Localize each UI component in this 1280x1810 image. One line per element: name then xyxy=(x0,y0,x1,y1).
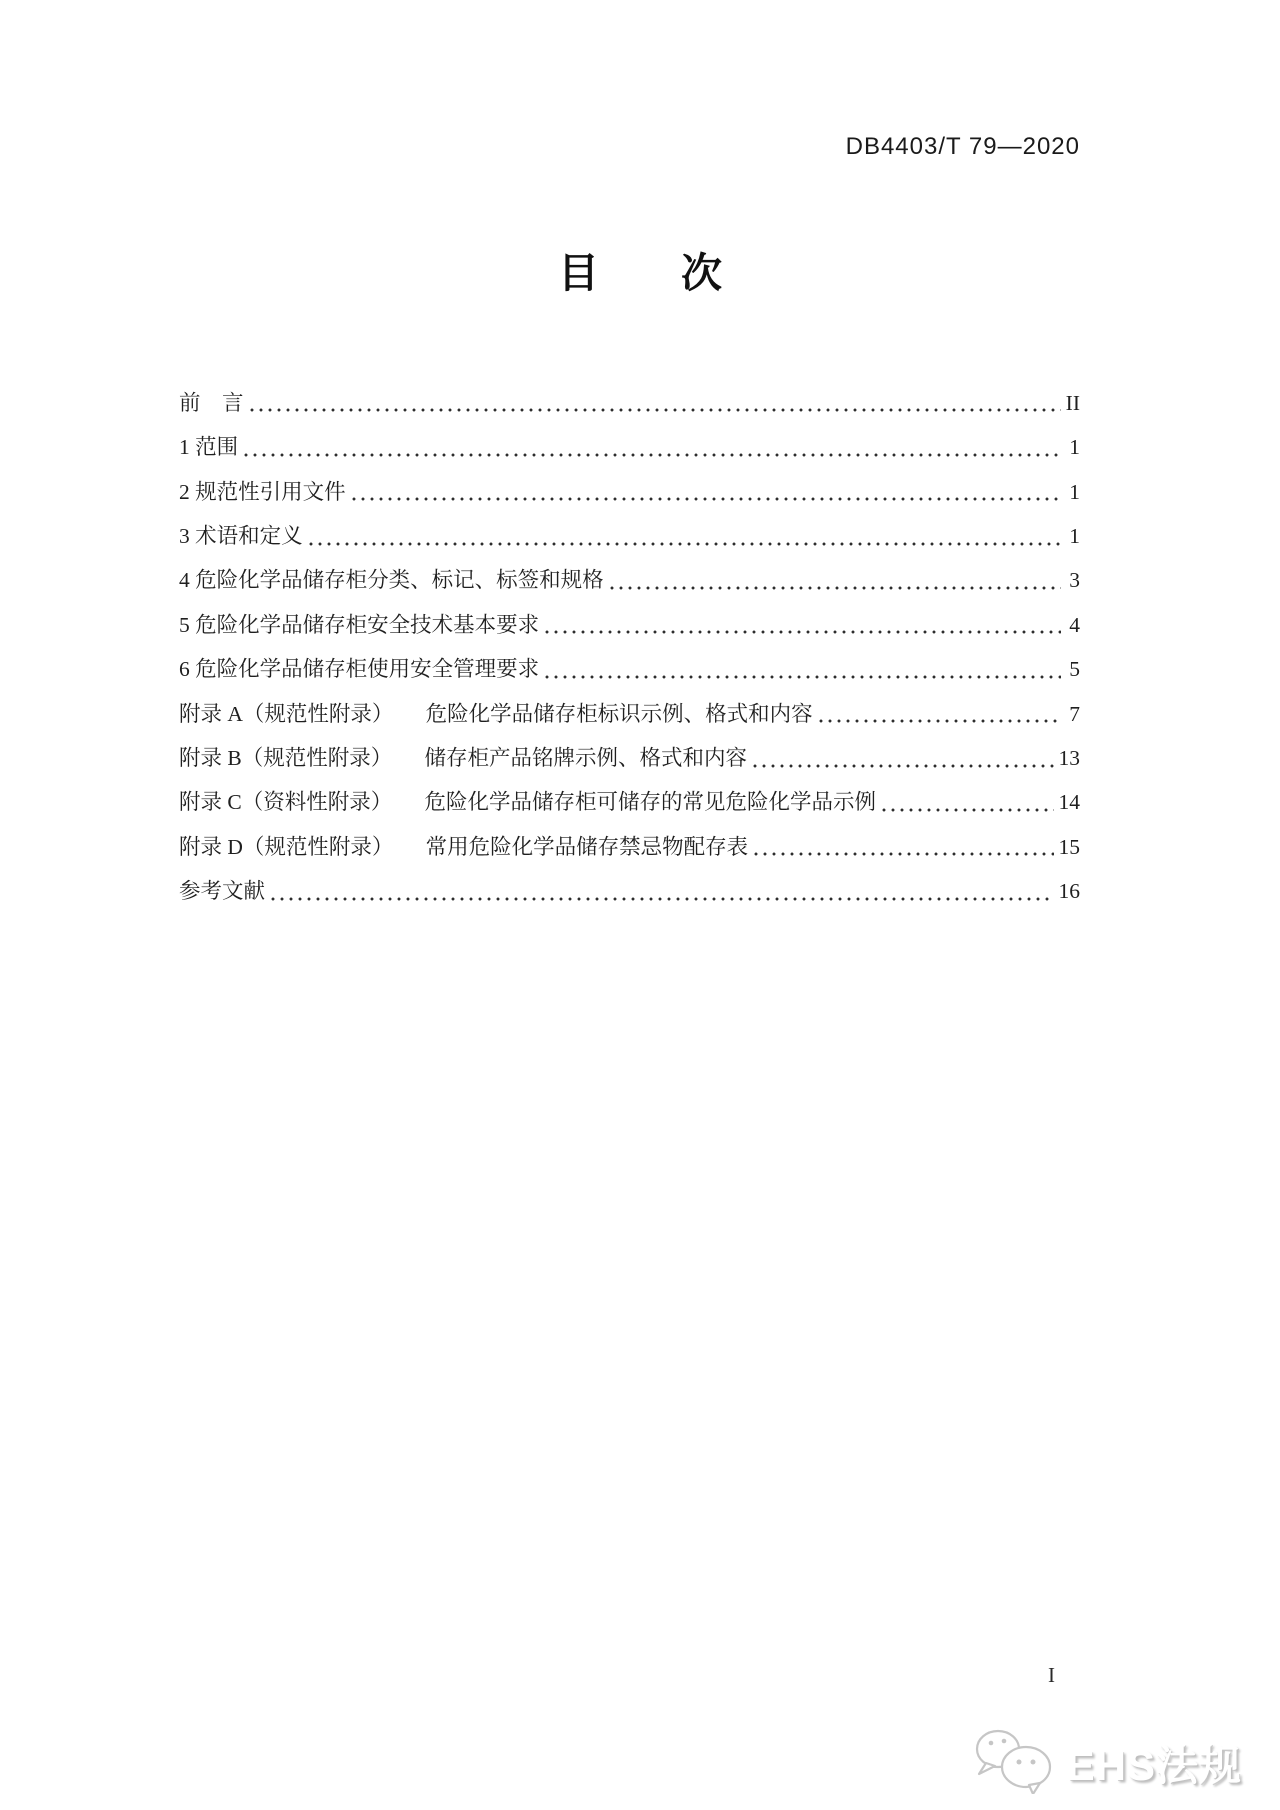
dotted-leader xyxy=(243,452,1061,458)
dotted-leader xyxy=(308,541,1061,547)
watermark-logo xyxy=(973,1726,1242,1799)
toc-entry-label: 6 危险化学品储存柜使用安全管理要求 xyxy=(179,657,540,682)
dotted-leader xyxy=(818,718,1061,724)
toc-entry-page-number: 13 xyxy=(1058,746,1080,771)
toc-entry[interactable] xyxy=(179,869,1080,913)
dotted-leader xyxy=(753,851,1053,857)
toc-entry-page-number: 1 xyxy=(1069,435,1080,460)
toc-entry[interactable] xyxy=(179,825,1080,869)
toc-entry[interactable] xyxy=(179,692,1080,736)
page-title: 目 次 xyxy=(558,250,722,296)
wechat-icon xyxy=(973,1726,1055,1799)
dotted-leader xyxy=(544,629,1061,635)
toc-entry[interactable] xyxy=(179,781,1080,825)
toc-entry-page-number: 5 xyxy=(1069,657,1080,682)
toc-entry-page-number: 4 xyxy=(1069,612,1080,637)
toc-entry[interactable] xyxy=(179,470,1080,514)
toc-entry-page-number: 7 xyxy=(1069,701,1080,726)
toc-entry-label: 附录 A（规范性附录） 危险化学品储存柜标识示例、格式和内容 xyxy=(179,701,813,726)
watermark-brand-text: EHS法规 xyxy=(1066,1741,1242,1789)
toc-entry-label: 附录 C（资料性附录） 危险化学品储存柜可储存的常见危险化学品示例 xyxy=(179,790,876,815)
toc-entry-label: 附录 D（规范性附录） 常用危险化学品储存禁忌物配存表 xyxy=(179,834,749,859)
dotted-leader xyxy=(270,896,1053,902)
toc-entry[interactable] xyxy=(179,603,1080,647)
toc-entry-page-number: 1 xyxy=(1069,479,1080,504)
dotted-leader xyxy=(609,585,1061,591)
toc-entry[interactable] xyxy=(179,514,1080,558)
dotted-leader xyxy=(249,407,1061,413)
dotted-leader xyxy=(351,496,1061,502)
toc-entry-page-number: 14 xyxy=(1058,790,1080,815)
toc-entry-label: 参考文献 xyxy=(179,879,266,904)
footer-page-number: I xyxy=(1048,1663,1055,1687)
dotted-leader xyxy=(544,674,1061,680)
toc-entry-label: 3 术语和定义 xyxy=(179,524,303,549)
toc-entry-label: 2 规范性引用文件 xyxy=(179,479,346,504)
toc-entry-label: 4 危险化学品储存柜分类、标记、标签和规格 xyxy=(179,568,604,593)
dotted-leader xyxy=(881,807,1054,813)
doc-number: DB4403/T 79—2020 xyxy=(845,133,1080,160)
toc-entry[interactable] xyxy=(179,381,1080,425)
toc-entry-label: 附录 B（规范性附录） 储存柜产品铭牌示例、格式和内容 xyxy=(179,746,747,771)
toc-entry-page-number: 3 xyxy=(1069,568,1080,593)
toc-entry[interactable] xyxy=(179,425,1080,469)
toc-entry[interactable] xyxy=(179,647,1080,691)
dotted-leader xyxy=(752,763,1054,769)
toc-entry-page-number: II xyxy=(1065,390,1080,415)
toc-entry-page-number: 16 xyxy=(1058,879,1080,904)
toc-entry-label: 1 范围 xyxy=(179,435,239,460)
toc-entry[interactable] xyxy=(179,559,1080,603)
toc-entry-label: 5 危险化学品储存柜安全技术基本要求 xyxy=(179,612,540,637)
toc-entry-page-number: 1 xyxy=(1069,524,1080,549)
table-of-contents xyxy=(179,381,1080,914)
toc-entry[interactable] xyxy=(179,736,1080,780)
toc-entry-page-number: 15 xyxy=(1058,834,1080,859)
toc-entry-label: 前 言 xyxy=(179,390,244,415)
